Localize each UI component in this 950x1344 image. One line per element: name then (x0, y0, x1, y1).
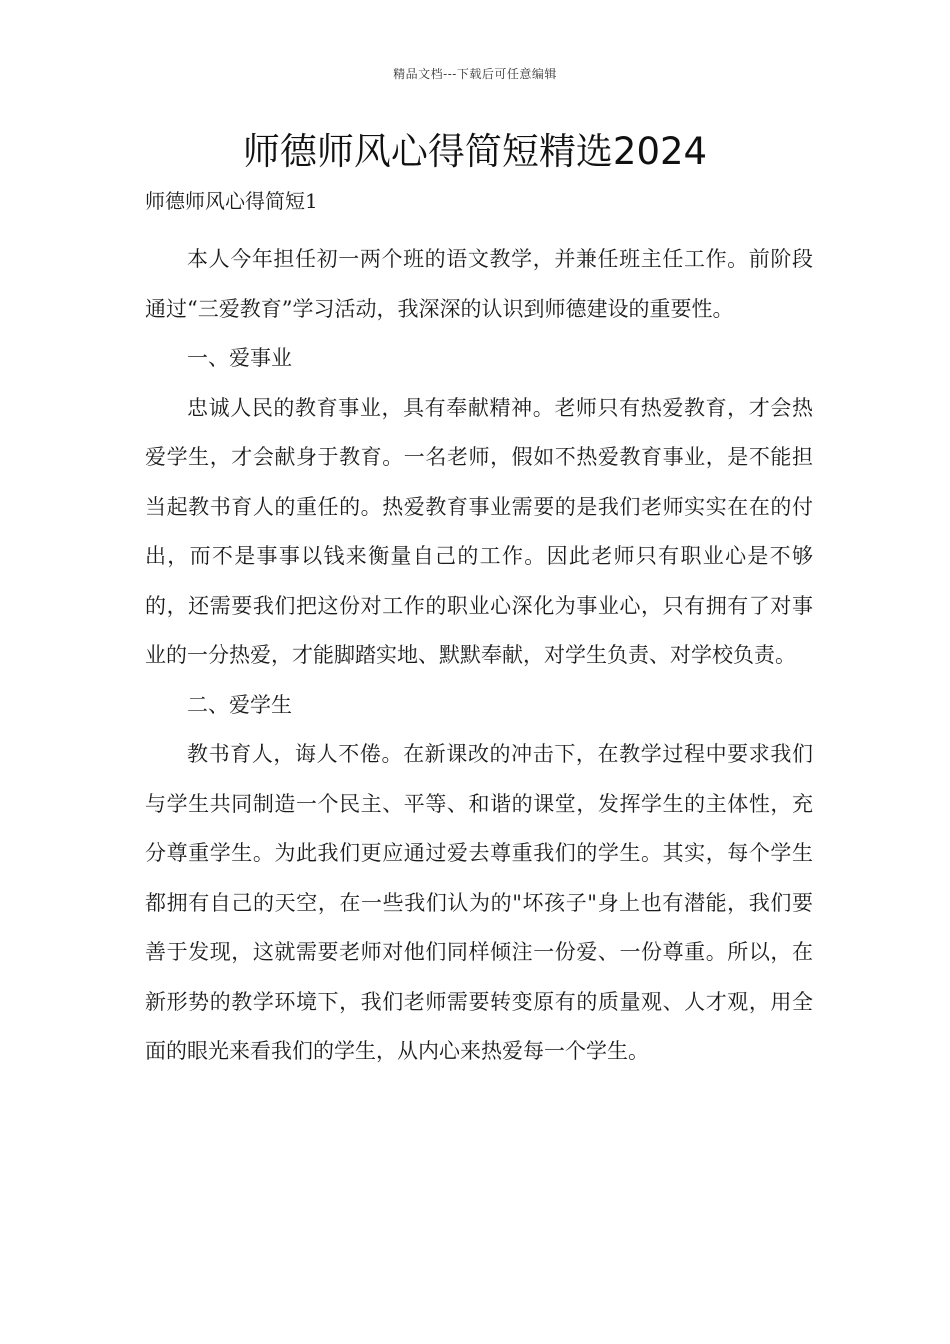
section-heading-career: 一、爱事业 (187, 346, 292, 370)
document-title: 师德师风心得简短精选2024 (242, 130, 708, 173)
section-paragraph-career: 忠诚人民的教育事业，具有奉献精神。老师只有热爱教育，才会热爱学生，才会献身于教育。一名老师，假如不热爱教育事业，是不能担当起教书育人的重任的。热爱教育事业需要的是我们老师实实在在的付出，而不是事事以钱来衡量自己的工作。因此老师只有职业心是不够的，还需要我们把这份对工作的职业心深化为事业心，只有拥有了对事业的一分热爱，才能脚踏实地、默默奉献，对学生负责、对学校负责。 (145, 395, 813, 667)
header-note: 精品文档---下载后可任意编辑 (393, 67, 557, 81)
section-heading-students: 二、爱学生 (187, 692, 292, 717)
section-paragraph-students: 教书育人，诲人不倦。在新课改的冲击下，在教学过程中要求我们与学生共同制造一个民主、平等、和谐的课堂，发挥学生的主体性，充分尊重学生。为此我们更应通过爱去尊重我们的学生。其实，每个学生都拥有自己的天空，在一些我们认为的"坏孩子"身上也有潜能，我们要善于发现，这就需要老师对他们同样倾注一份爱、一份尊重。所以，在新形势的教学环境下，我们老师需要转变原有的质量观、人才观，用全面的眼光来看我们的学生，从内心来热爱每一个学生。 (145, 742, 813, 1063)
document-subtitle: 师德师风心得简短1 (145, 189, 318, 213)
intro-paragraph: 本人今年担任初一两个班的语文教学，并兼任班主任工作。前阶段通过“三爱教育”学习活动，我深深的认识到师德建设的重要性。 (145, 247, 813, 321)
document-body (145, 185, 813, 1077)
